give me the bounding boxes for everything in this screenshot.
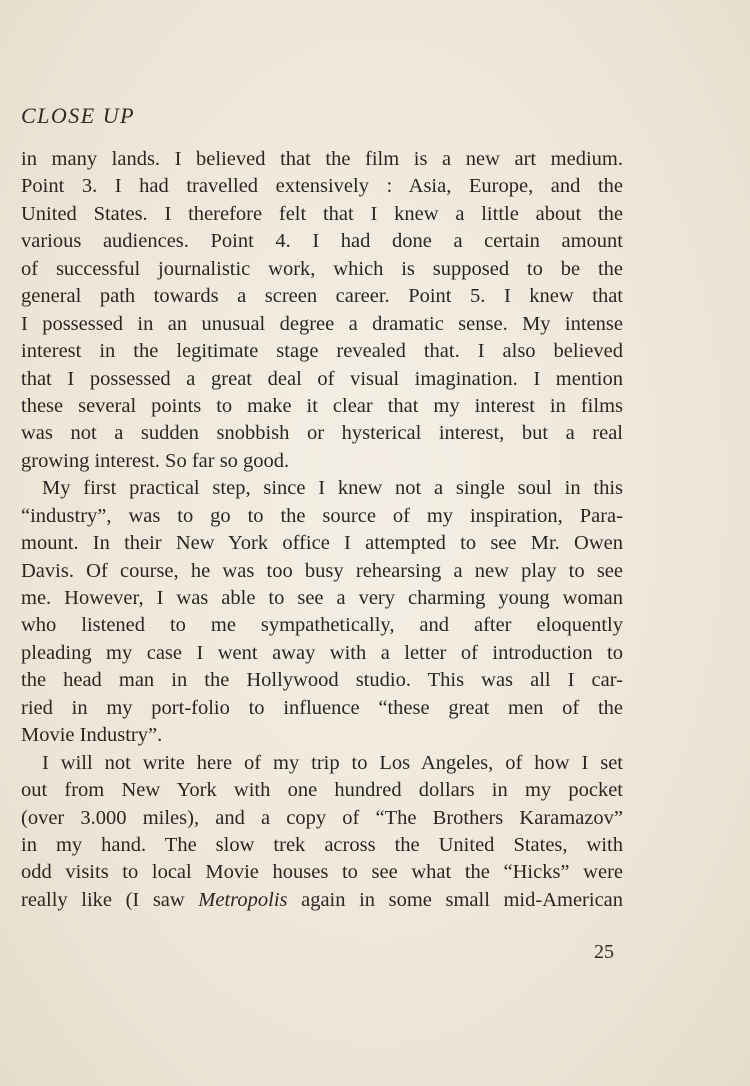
text-line: these several points to make it clear that my interest in films bbox=[21, 394, 623, 417]
text-line: “industry”, was to go to the source of my inspiration, Para- bbox=[21, 504, 623, 527]
text-line: pleading my case I went away with a letter of introduction to bbox=[21, 641, 623, 664]
text-line: odd visits to local Movie houses to see what the “Hicks” were bbox=[21, 861, 623, 884]
running-head: CLOSE UP bbox=[21, 103, 136, 128]
paragraph-end-line: growing interest. So far so good. bbox=[21, 449, 290, 472]
paragraph-end-line: Movie Industry”. bbox=[21, 724, 163, 747]
page-number: 25 bbox=[594, 941, 614, 963]
text-line: interest in the legitimate stage revealed that. I also believed bbox=[21, 340, 623, 363]
text-line: who listened to me sympathetically, and after eloquently bbox=[21, 614, 623, 637]
text-line: various audiences. Point 4. I had done a certain amount bbox=[21, 230, 623, 253]
paragraph-start-line: I will not write here of my trip to Los Angeles, of how I set bbox=[42, 751, 623, 774]
text-line: I possessed in an unusual degree a dramatic sense. My intense bbox=[21, 312, 623, 335]
text-segment: really like (I saw bbox=[21, 888, 185, 911]
text-line: (over 3.000 miles), and a copy of “The Brothers Karamazov” bbox=[21, 806, 623, 829]
text-line: that I possessed a great deal of visual imagination. I mention bbox=[21, 367, 623, 390]
film-title: Metropolis bbox=[198, 888, 288, 911]
text-line: the head man in the Hollywood studio. This was all I car- bbox=[21, 669, 623, 692]
text-line: mount. In their New York office I attempted to see Mr. Owen bbox=[21, 532, 623, 555]
text-line-with-title bbox=[21, 887, 623, 914]
text-line: United States. I therefore felt that I knew a little about the bbox=[21, 202, 623, 225]
text-line: me. However, I was able to see a very charming young woman bbox=[21, 587, 623, 609]
body-text bbox=[21, 146, 623, 914]
text-line: was not a sudden snobbish or hysterical interest, but a real bbox=[21, 422, 623, 445]
text-line: ried in my port-folio to influence “these great men of the bbox=[21, 696, 623, 719]
text-line: in my hand. The slow trek across the United States, with bbox=[21, 833, 623, 856]
paragraph-start-line: My first practical step, since I knew not a single soul in this bbox=[42, 477, 623, 500]
text-line: Davis. Of course, he was too busy rehearsing a new play to see bbox=[21, 559, 623, 582]
text-line: Point 3. I had travelled extensively : Asia, Europe, and the bbox=[21, 175, 623, 198]
text-segment: again in some small mid-American bbox=[301, 888, 623, 911]
text-line: out from New York with one hundred dollars in my pocket bbox=[21, 779, 623, 802]
text-line: of successful journalistic work, which is supposed to be the bbox=[21, 257, 623, 280]
text-line: general path towards a screen career. Point 5. I knew that bbox=[21, 285, 623, 308]
text-line: in many lands. I believed that the film is a new art medium. bbox=[21, 148, 623, 170]
